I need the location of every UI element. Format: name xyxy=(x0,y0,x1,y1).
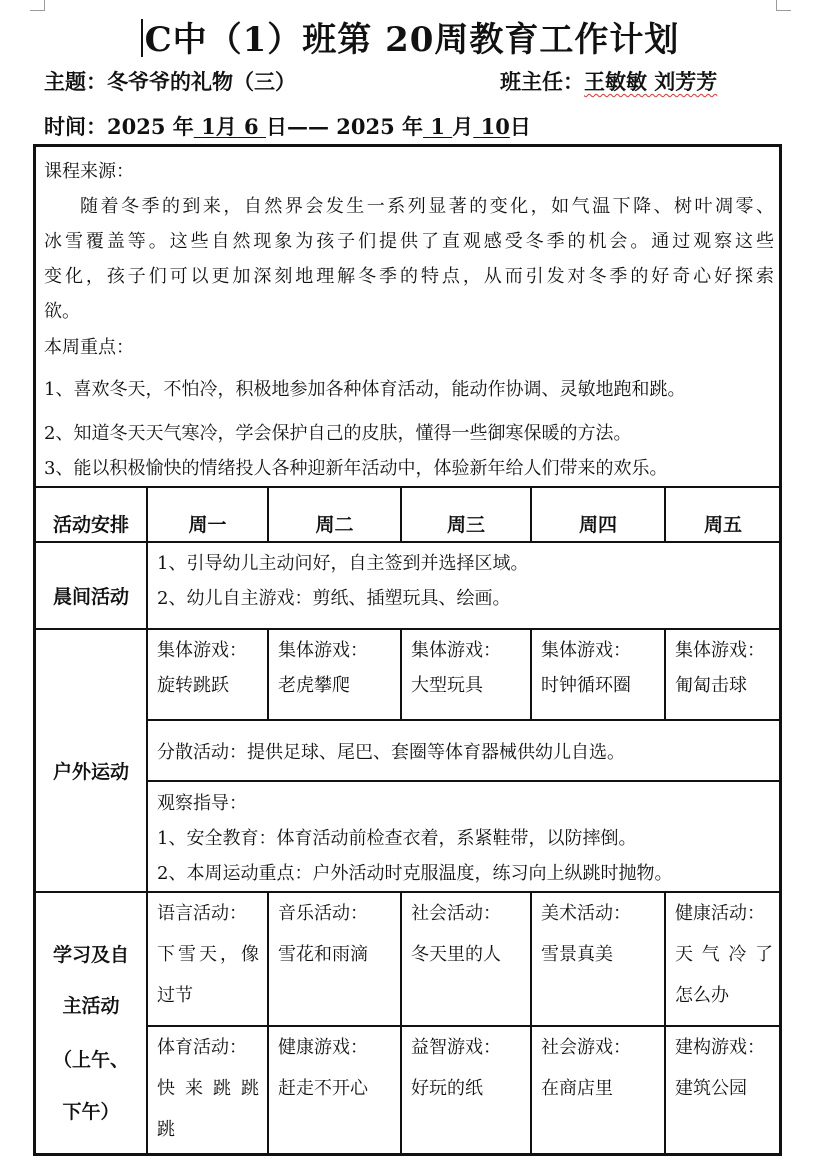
start-year: 2025 年 xyxy=(107,114,194,139)
day-header-thu: 周四 xyxy=(578,514,617,536)
row-divider xyxy=(146,780,780,782)
page-corner-mark-left xyxy=(30,0,45,11)
day-header-mon: 周一 xyxy=(188,514,227,536)
start-month xyxy=(194,114,237,139)
activity-type: 健康活动： xyxy=(675,903,765,924)
source-heading: 课程来源： xyxy=(44,161,134,182)
activity-type: 健康游戏： xyxy=(278,1037,368,1058)
focus-item: 1、喜欢冬天，不怕冷，积极地参加各种体育活动，能动作协调、灵敏地跑和跳。 xyxy=(44,379,686,400)
activity-name: 赶走不开心 xyxy=(278,1078,368,1099)
activity-type: 体育活动： xyxy=(157,1037,247,1058)
col-divider xyxy=(400,628,402,720)
col-divider xyxy=(530,628,532,720)
source-line: 欲。 xyxy=(44,301,80,322)
scattered-activity: 分散活动：提供足球、尾巴、套圈等体育器械供幼儿自选。 xyxy=(157,742,625,763)
start-day-value: 6 xyxy=(244,114,259,139)
outdoor-game-name: 大型玩具 xyxy=(411,675,483,696)
page-corner-mark-right xyxy=(776,0,791,11)
col-divider xyxy=(267,628,269,720)
activity-name: 雪景真美 xyxy=(541,944,613,965)
row-divider xyxy=(146,719,780,721)
activity-name: 冬天里的人 xyxy=(411,944,501,965)
activity-type: 社会活动： xyxy=(411,903,501,924)
source-line: 随着冬季的到来，自然界会发生一系列显著的变化，如气温下降、树叶凋零、 xyxy=(80,196,774,217)
title-text: C中（1）班第 20周教育工作计划 xyxy=(144,20,680,60)
guidance-line: 2、本周运动重点：户外活动时克服温度，练习向上纵跳时抛物。 xyxy=(157,863,673,884)
col-divider xyxy=(530,891,532,1154)
end-month xyxy=(423,114,452,139)
end-year: 2025 年 xyxy=(336,114,424,139)
activity-name: 跳 xyxy=(157,1119,175,1140)
learning-label-line: 下午） xyxy=(62,1101,120,1123)
day-header-fri: 周五 xyxy=(703,514,742,536)
learning-label-line: （上午、 xyxy=(52,1049,129,1071)
outdoor-game-name: 匍匐击球 xyxy=(675,675,747,696)
activity-name: 怎么办 xyxy=(675,985,729,1006)
col-divider xyxy=(664,891,666,1154)
outdoor-game-name: 旋转跳跃 xyxy=(157,675,229,696)
activity-name: 好玩的纸 xyxy=(411,1078,483,1099)
focus-item: 2、知道冬天天气寒冷，学会保护自己的皮肤，懂得一些御寒保暖的方法。 xyxy=(44,423,632,444)
activity-type: 音乐活动： xyxy=(278,903,368,924)
date-dash: —— xyxy=(286,114,337,139)
col-divider xyxy=(146,486,148,1154)
morning-line: 1、引导幼儿主动问好，自主签到并选择区域。 xyxy=(157,553,529,574)
guidance-heading: 观察指导： xyxy=(157,793,247,814)
morning-line: 2、幼儿自主游戏：剪纸、插塑玩具、绘画。 xyxy=(157,588,511,609)
activity-name: 下雪天，像 xyxy=(157,944,259,965)
time-label: 时间： xyxy=(44,114,107,139)
col-divider xyxy=(400,891,402,1154)
outdoor-game-type: 集体游戏： xyxy=(541,640,631,661)
end-day-unit: 日 xyxy=(509,114,531,139)
day-header-tue: 周二 xyxy=(315,514,354,536)
focus-heading: 本周重点： xyxy=(44,337,134,358)
schedule-header: 活动安排 xyxy=(52,514,129,536)
col-divider xyxy=(267,891,269,1154)
outdoor-game-type: 集体游戏： xyxy=(157,640,247,661)
morning-label: 晨间活动 xyxy=(52,586,129,608)
activity-name: 快来跳跳 xyxy=(157,1078,259,1099)
end-day xyxy=(473,114,510,139)
outdoor-game-type: 集体游戏： xyxy=(278,640,368,661)
outdoor-game-name: 老虎攀爬 xyxy=(278,675,350,696)
theme-line xyxy=(44,66,296,96)
activity-type: 建构游戏： xyxy=(675,1037,765,1058)
outdoor-game-type: 集体游戏： xyxy=(675,640,765,661)
teacher-label: 班主任： xyxy=(500,69,584,94)
day-header-wed: 周三 xyxy=(446,514,485,536)
theme-value: 冬爷爷的礼物（三） xyxy=(107,69,296,94)
end-month-value: 1 xyxy=(430,114,445,139)
col-divider xyxy=(664,628,666,720)
start-month-unit: 月 xyxy=(215,114,237,139)
start-day-unit: 日 xyxy=(265,114,287,139)
teacher-line xyxy=(500,66,717,96)
row-divider xyxy=(146,1025,780,1027)
activity-name: 雪花和雨滴 xyxy=(278,944,368,965)
focus-item: 3、能以积极愉快的情绪投人各种迎新年活动中，体验新年给人们带来的欢乐。 xyxy=(44,458,668,479)
plan-title xyxy=(0,12,820,61)
outdoor-game-type: 集体游戏： xyxy=(411,640,501,661)
guidance-line: 1、安全教育：体育活动前检查衣着，系紧鞋带，以防摔倒。 xyxy=(157,828,637,849)
activity-name: 在商店里 xyxy=(541,1078,613,1099)
activity-type: 美术活动： xyxy=(541,903,631,924)
activity-name: 天气冷了 xyxy=(675,944,773,965)
start-month-value: 1 xyxy=(201,114,216,139)
activity-type: 益智游戏： xyxy=(411,1037,501,1058)
end-day-value: 10 xyxy=(480,114,510,139)
learning-label-line: 学习及自 xyxy=(52,944,129,966)
activity-name: 过节 xyxy=(157,985,193,1006)
source-line: 变化，孩子们可以更加深刻地理解冬季的特点，从而引发对冬季的好奇心好探索 xyxy=(44,266,774,287)
activity-name: 建筑公园 xyxy=(675,1078,747,1099)
teacher-names: 王敏敏 刘芳芳 xyxy=(584,69,718,94)
source-line: 冰雪覆盖等。这些自然现象为孩子们提供了直观感受冬季的机会。通过观察这些 xyxy=(44,231,774,252)
time-line xyxy=(44,111,531,141)
start-day xyxy=(237,114,266,139)
outdoor-game-name: 时钟循环圈 xyxy=(541,675,631,696)
text-cursor xyxy=(141,19,143,57)
theme-label: 主题： xyxy=(44,69,107,94)
activity-type: 语言活动： xyxy=(157,903,247,924)
activity-type: 社会游戏： xyxy=(541,1037,631,1058)
outdoor-label: 户外运动 xyxy=(52,761,129,783)
learning-label-line: 主活动 xyxy=(62,995,120,1017)
end-month-unit: 月 xyxy=(452,114,474,139)
